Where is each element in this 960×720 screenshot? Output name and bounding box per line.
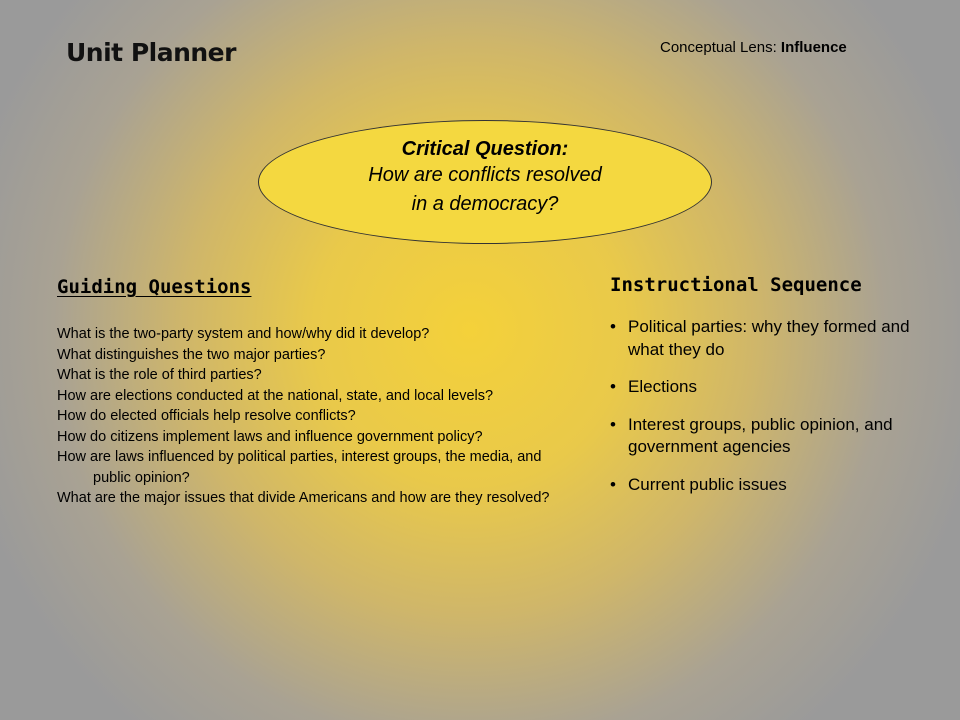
bullet-icon: • bbox=[610, 317, 616, 336]
guiding-question: How are laws influenced by political parties, interest groups, the media, and public opinion? bbox=[57, 449, 542, 486]
bullet-icon: • bbox=[610, 474, 616, 494]
bullet-icon: • bbox=[610, 377, 616, 396]
guiding-questions-list bbox=[57, 324, 577, 509]
sequence-item-text: Interest groups, public opinion, and government agencies bbox=[628, 414, 893, 456]
sequence-item bbox=[610, 474, 940, 497]
critical-question-line-2: in a democracy? bbox=[411, 193, 559, 215]
sequence-item-text: Current public issues bbox=[628, 474, 787, 494]
guiding-question: What is the two-party system and how/why did it develop? bbox=[57, 326, 430, 342]
sequence-item bbox=[610, 414, 940, 459]
guiding-questions-heading: Guiding Questions bbox=[57, 276, 252, 298]
sequence-item-text: Political parties: why they formed and what they do bbox=[628, 317, 910, 359]
conceptual-lens-label: Conceptual Lens: bbox=[660, 39, 777, 56]
guiding-question: What is the role of third parties? bbox=[57, 367, 262, 383]
critical-question-label: Critical Question: bbox=[401, 138, 569, 160]
guiding-question: How are elections conducted at the national, state, and local levels? bbox=[57, 387, 494, 404]
bullet-icon: • bbox=[610, 414, 616, 434]
instructional-sequence-list bbox=[610, 316, 940, 511]
guiding-question: What are the major issues that divide Americans and how are they resolved? bbox=[57, 490, 550, 506]
sequence-item-text: Elections bbox=[628, 377, 697, 396]
conceptual-lens-value: Influence bbox=[780, 39, 847, 56]
sequence-item bbox=[610, 316, 940, 361]
guiding-question: What distinguishes the two major parties? bbox=[57, 346, 326, 363]
sequence-item bbox=[610, 376, 940, 399]
instructional-sequence-heading: Instructional Sequence bbox=[610, 274, 862, 296]
conceptual-lens bbox=[660, 39, 847, 56]
guiding-question: How do elected officials help resolve conflicts? bbox=[57, 408, 356, 424]
critical-question-oval bbox=[258, 120, 712, 244]
critical-question-line-1: How are conflicts resolved bbox=[368, 164, 602, 186]
guiding-question: How do citizens implement laws and influence government policy? bbox=[57, 428, 483, 445]
page-title: Unit Planner bbox=[66, 38, 236, 67]
